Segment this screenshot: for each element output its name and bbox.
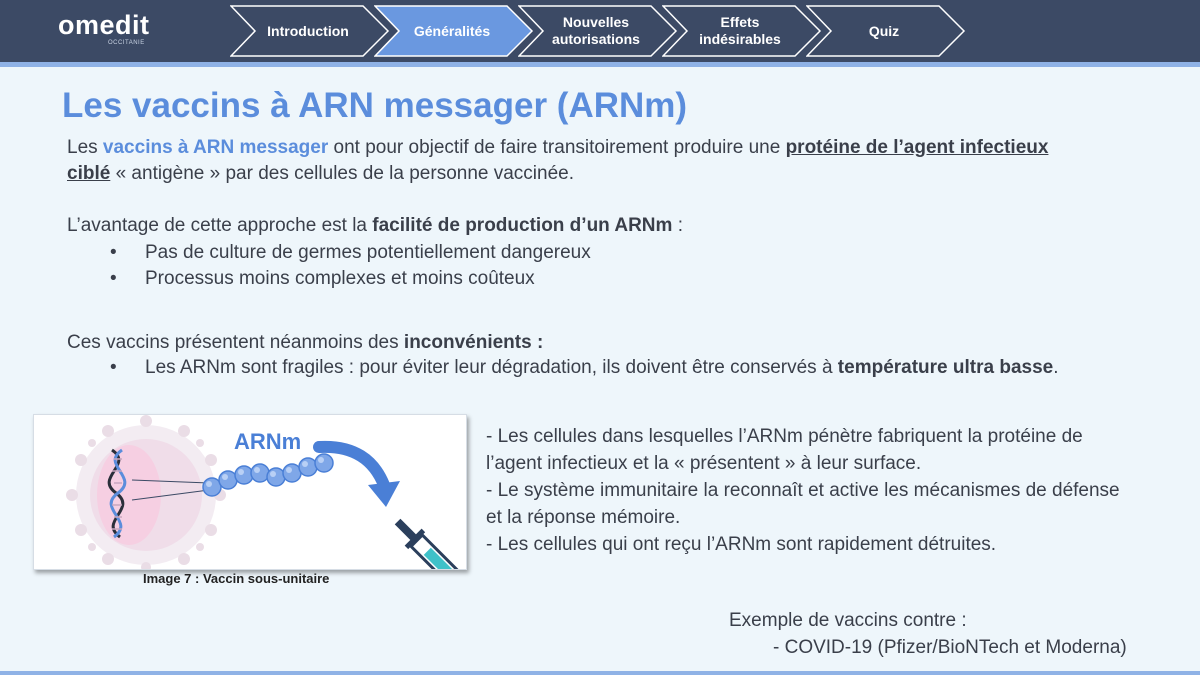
- bullet-bold: température ultra basse: [837, 357, 1054, 378]
- intro-text: « antigène » par des cellules de la personne vaccinée.: [110, 163, 575, 184]
- tab-quiz[interactable]: [806, 5, 966, 57]
- bullet-icon: •: [110, 357, 117, 378]
- tab-effets-indesirables[interactable]: [662, 5, 822, 57]
- mechanism-description: [486, 423, 1186, 558]
- intro-underlined: ciblé: [67, 163, 111, 184]
- advantage-bold: facilité de production d’un ARNm: [372, 215, 673, 236]
- drawbacks-bold: inconvénients :: [403, 332, 544, 353]
- vaccine-illustration: [33, 414, 467, 570]
- bullet-text: Les ARNm sont fragiles : pour éviter leur dégradation, ils doivent être conservés à: [145, 357, 838, 378]
- intro-paragraph: [67, 135, 1048, 187]
- advantage-text: :: [672, 215, 683, 236]
- advantage-bullets: [110, 240, 591, 292]
- header-accent-line: [0, 62, 1200, 67]
- drawbacks-paragraph: [67, 330, 543, 356]
- advantage-paragraph: [67, 213, 683, 239]
- logo-subtitle: OCCITANIE: [108, 40, 145, 46]
- list-item: [110, 355, 1059, 381]
- list-item: [110, 266, 591, 292]
- tab-nouvelles-autorisations[interactable]: [518, 5, 678, 57]
- intro-underlined: protéine de l’agent infectieux: [785, 137, 1049, 158]
- example-item: - COVID-19 (Pfizer/BioNTech et Moderna): [773, 637, 1127, 658]
- top-navigation-bar: [0, 0, 1200, 62]
- mechanism-line: - Le système immunitaire la reconnaît et active les mécanismes de défense: [486, 480, 1120, 501]
- tab-label: Introduction: [267, 22, 349, 39]
- mechanism-line: - Les cellules dans lesquelles l’ARNm pénètre fabriquent la protéine de: [486, 426, 1083, 447]
- omedit-logo: omedit: [58, 10, 150, 40]
- list-item: [110, 240, 591, 266]
- bullet-text: Pas de culture de germes potentiellement dangereux: [145, 242, 591, 263]
- drawbacks-bullets: [110, 355, 1059, 381]
- mechanism-line: l’agent infectieux et la « présentent » à leur surface.: [486, 453, 922, 474]
- mechanism-line: - Les cellules qui ont reçu l’ARNm sont rapidement détruites.: [486, 534, 997, 555]
- bullet-text: .: [1053, 357, 1059, 378]
- tab-introduction[interactable]: [230, 5, 390, 57]
- tab-generalites[interactable]: [374, 5, 534, 57]
- mrna-vaccine-diagram: [34, 415, 466, 569]
- virus-cell-icon: [66, 415, 226, 569]
- bullet-text: Processus moins complexes et moins coûteux: [145, 268, 535, 289]
- intro-text: ont pour objectif de faire transitoirement produire une: [328, 137, 786, 158]
- bullet-icon: •: [110, 242, 117, 263]
- tab-label: Nouvelles autorisations: [552, 14, 640, 47]
- footer-accent-line: [0, 671, 1200, 675]
- syringe-icon: [389, 513, 466, 569]
- curved-arrow-icon: [319, 447, 400, 507]
- tab-label: Quiz: [868, 22, 900, 39]
- image-caption: Image 7 : Vaccin sous-unitaire: [143, 571, 330, 586]
- bullet-icon: •: [110, 268, 117, 289]
- drawbacks-text: Ces vaccins présentent néanmoins des: [67, 332, 404, 353]
- mechanism-line: et la réponse mémoire.: [486, 507, 681, 528]
- intro-highlight: vaccins à ARN messager: [102, 137, 329, 158]
- page-title: Les vaccins à ARN messager (ARNm): [62, 86, 688, 125]
- intro-text: Les: [67, 137, 103, 158]
- arnm-label: ARNm: [234, 429, 302, 454]
- tab-label: Généralités: [413, 22, 491, 39]
- advantage-text: L’avantage de cette approche est la: [67, 215, 373, 236]
- tab-label: Effets indésirables: [699, 14, 781, 47]
- example-title: Exemple de vaccins contre :: [729, 610, 967, 631]
